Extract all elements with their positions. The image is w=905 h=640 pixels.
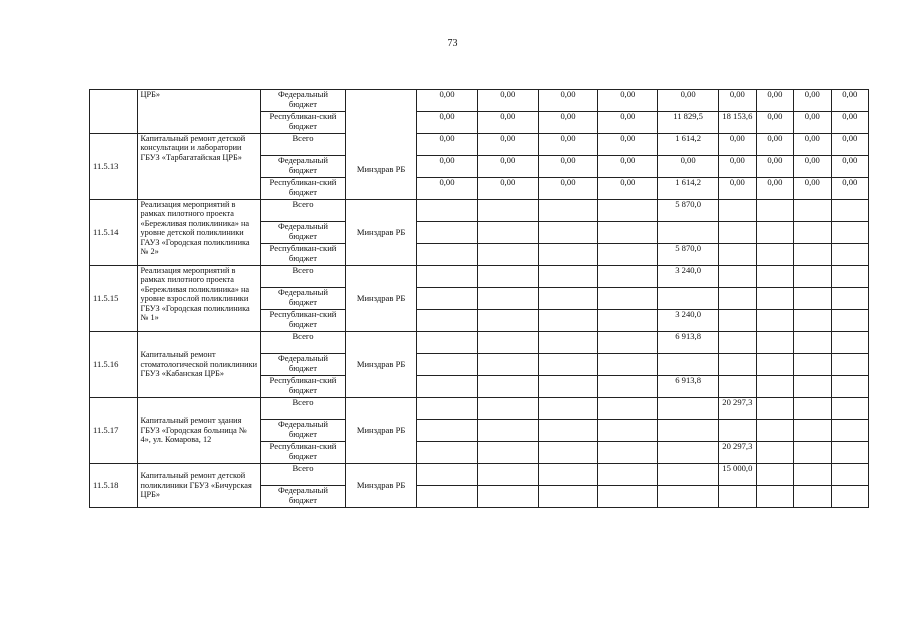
value-cell (794, 222, 831, 244)
value-cell (794, 244, 831, 266)
funding-source: Республикан-ский бюджет (260, 112, 345, 134)
funding-source: Республикан-ский бюджет (260, 442, 345, 464)
value-cell: 0,00 (417, 134, 478, 156)
value-cell (538, 200, 598, 222)
value-cell (756, 266, 793, 288)
value-cell (719, 266, 757, 288)
value-cell: 0,00 (598, 178, 658, 200)
value-cell: 0,00 (477, 178, 538, 200)
value-cell: 0,00 (417, 112, 478, 134)
value-cell (831, 200, 868, 222)
value-cell (598, 266, 658, 288)
value-cell (417, 486, 478, 508)
value-cell (719, 486, 757, 508)
page-number: 73 (447, 38, 458, 49)
value-cell (477, 200, 538, 222)
value-cell (477, 288, 538, 310)
value-cell: 6 913,8 (658, 332, 719, 354)
value-cell: 0,00 (417, 156, 478, 178)
value-cell (794, 398, 831, 420)
value-cell (756, 376, 793, 398)
value-cell (719, 244, 757, 266)
value-cell (756, 244, 793, 266)
value-cell: 0,00 (756, 134, 793, 156)
value-cell (756, 486, 793, 508)
value-cell: 0,00 (719, 178, 757, 200)
value-cell: 0,00 (538, 90, 598, 112)
value-cell: 0,00 (794, 156, 831, 178)
funding-source: Федеральный бюджет (260, 420, 345, 442)
value-cell: 0,00 (538, 156, 598, 178)
value-cell: 0,00 (794, 134, 831, 156)
value-cell: 0,00 (477, 112, 538, 134)
value-cell: 11 829,5 (658, 112, 719, 134)
value-cell (417, 288, 478, 310)
value-cell (538, 420, 598, 442)
value-cell (538, 464, 598, 486)
item-code: 11.5.13 (90, 134, 138, 200)
value-cell (417, 332, 478, 354)
item-code: 11.5.18 (90, 464, 138, 508)
value-cell (417, 398, 478, 420)
executor: Минздрав РБ (346, 464, 417, 508)
value-cell (598, 354, 658, 376)
value-cell (598, 376, 658, 398)
funding-source: Всего (260, 266, 345, 288)
item-name: Капитальный ремонт стоматологической поликлиники ГБУЗ «Кабанская ЦРБ» (137, 332, 260, 398)
executor: Минздрав РБ (346, 398, 417, 464)
table-row (90, 134, 905, 156)
value-cell (831, 420, 868, 442)
value-cell (719, 310, 757, 332)
value-cell (831, 332, 868, 354)
value-cell: 0,00 (756, 90, 793, 112)
funding-source: Федеральный бюджет (260, 288, 345, 310)
value-cell: 0,00 (538, 178, 598, 200)
value-cell: 0,00 (658, 156, 719, 178)
value-cell (417, 464, 478, 486)
value-cell (477, 332, 538, 354)
value-cell (477, 442, 538, 464)
funding-source: Всего (260, 332, 345, 354)
value-cell (598, 398, 658, 420)
table-row (90, 266, 905, 288)
value-cell (719, 332, 757, 354)
value-cell: 0,00 (598, 156, 658, 178)
item-code (90, 90, 138, 134)
value-cell: 0,00 (831, 156, 868, 178)
item-name: Реализация мероприятий в рамках пилотного проекта «Бережливая поликлиника» на уровне детской поликлиники ГАУЗ «Городская поликлиника № 2» (137, 200, 260, 266)
value-cell (719, 354, 757, 376)
value-cell: 0,00 (598, 112, 658, 134)
value-cell (756, 288, 793, 310)
value-cell: 3 240,0 (658, 266, 719, 288)
value-cell: 15 000,0 (719, 464, 757, 486)
value-cell (658, 442, 719, 464)
value-cell (598, 332, 658, 354)
value-cell: 5 870,0 (658, 244, 719, 266)
funding-source: Республикан-ский бюджет (260, 376, 345, 398)
value-cell: 6 913,8 (658, 376, 719, 398)
value-cell (538, 244, 598, 266)
value-cell: 1 614,2 (658, 178, 719, 200)
value-cell (794, 442, 831, 464)
value-cell (538, 332, 598, 354)
value-cell (658, 288, 719, 310)
value-cell (598, 464, 658, 486)
value-cell: 0,00 (477, 156, 538, 178)
value-cell: 0,00 (794, 112, 831, 134)
value-cell (756, 354, 793, 376)
value-cell (756, 310, 793, 332)
value-cell (831, 398, 868, 420)
funding-source: Всего (260, 398, 345, 420)
value-cell (794, 354, 831, 376)
value-cell (794, 486, 831, 508)
value-cell: 1 614,2 (658, 134, 719, 156)
value-cell: 3 240,0 (658, 310, 719, 332)
funding-source: Федеральный бюджет (260, 156, 345, 178)
value-cell: 0,00 (831, 178, 868, 200)
value-cell (756, 442, 793, 464)
value-cell (794, 420, 831, 442)
funding-source: Федеральный бюджет (260, 486, 345, 508)
value-cell: 5 870,0 (658, 200, 719, 222)
value-cell (538, 266, 598, 288)
value-cell: 20 297,3 (719, 442, 757, 464)
value-cell (756, 420, 793, 442)
value-cell: 0,00 (794, 178, 831, 200)
value-cell (719, 222, 757, 244)
value-cell: 0,00 (719, 90, 757, 112)
value-cell (598, 486, 658, 508)
value-cell (477, 464, 538, 486)
value-cell (538, 486, 598, 508)
value-cell (477, 310, 538, 332)
value-cell (477, 376, 538, 398)
value-cell (417, 420, 478, 442)
value-cell (477, 266, 538, 288)
item-code: 11.5.15 (90, 266, 138, 332)
value-cell: 0,00 (538, 112, 598, 134)
value-cell (538, 442, 598, 464)
value-cell (417, 222, 478, 244)
value-cell: 0,00 (831, 134, 868, 156)
value-cell (658, 420, 719, 442)
value-cell (831, 266, 868, 288)
value-cell: 0,00 (756, 178, 793, 200)
funding-source: Всего (260, 200, 345, 222)
value-cell (598, 244, 658, 266)
item-code: 11.5.17 (90, 398, 138, 464)
funding-source: Республикан-ский бюджет (260, 310, 345, 332)
funding-source: Всего (260, 464, 345, 486)
value-cell (417, 442, 478, 464)
item-name: Капитальный ремонт детской консультации и лаборатории ГБУЗ «Тарбагатайская ЦРБ» (137, 134, 260, 200)
value-cell (598, 200, 658, 222)
value-cell (477, 420, 538, 442)
value-cell (831, 464, 868, 486)
value-cell (658, 354, 719, 376)
funding-source: Всего (260, 134, 345, 156)
value-cell: 0,00 (598, 90, 658, 112)
value-cell: 0,00 (417, 90, 478, 112)
value-cell (719, 200, 757, 222)
value-cell (417, 266, 478, 288)
value-cell (598, 288, 658, 310)
table-row (90, 464, 905, 486)
value-cell: 18 153,6 (719, 112, 757, 134)
funding-source: Республикан-ский бюджет (260, 244, 345, 266)
value-cell (598, 222, 658, 244)
value-cell: 0,00 (477, 134, 538, 156)
value-cell (756, 332, 793, 354)
value-cell (417, 310, 478, 332)
item-name: Капитальный ремонт детской поликлиники ГБУЗ «Бичурская ЦРБ» (137, 464, 260, 508)
value-cell (756, 200, 793, 222)
value-cell (794, 310, 831, 332)
value-cell (538, 398, 598, 420)
value-cell (538, 354, 598, 376)
value-cell (417, 354, 478, 376)
value-cell (794, 288, 831, 310)
value-cell: 0,00 (794, 90, 831, 112)
value-cell (417, 200, 478, 222)
value-cell (794, 464, 831, 486)
value-cell: 0,00 (719, 134, 757, 156)
value-cell (831, 288, 868, 310)
value-cell (538, 288, 598, 310)
value-cell (658, 222, 719, 244)
item-name: Капитальный ремонт здания ГБУЗ «Городская больница № 4», ул. Комарова, 12 (137, 398, 260, 464)
value-cell (477, 354, 538, 376)
funding-source: Республикан-ский бюджет (260, 178, 345, 200)
value-cell (794, 332, 831, 354)
value-cell (417, 376, 478, 398)
executor: Минздрав РБ (346, 266, 417, 332)
value-cell (794, 376, 831, 398)
value-cell (831, 376, 868, 398)
value-cell (831, 244, 868, 266)
value-cell: 0,00 (477, 90, 538, 112)
value-cell (658, 464, 719, 486)
value-cell (477, 244, 538, 266)
value-cell (598, 420, 658, 442)
item-name: ЦРБ» (137, 90, 260, 134)
table-row (90, 332, 905, 354)
value-cell (756, 464, 793, 486)
value-cell (831, 486, 868, 508)
value-cell (719, 288, 757, 310)
table-row (90, 90, 905, 112)
value-cell: 0,00 (831, 90, 868, 112)
value-cell (477, 398, 538, 420)
table-row (90, 200, 905, 222)
value-cell (417, 244, 478, 266)
value-cell: 0,00 (756, 156, 793, 178)
value-cell: 0,00 (598, 134, 658, 156)
funding-source: Федеральный бюджет (260, 354, 345, 376)
value-cell (831, 222, 868, 244)
value-cell (598, 442, 658, 464)
value-cell (658, 398, 719, 420)
executor: Минздрав РБ (346, 90, 417, 200)
value-cell (658, 486, 719, 508)
table-row (90, 398, 905, 420)
value-cell: 0,00 (538, 134, 598, 156)
value-cell (831, 442, 868, 464)
value-cell (477, 222, 538, 244)
value-cell (756, 398, 793, 420)
value-cell: 0,00 (756, 112, 793, 134)
item-name: Реализация мероприятий в рамках пилотного проекта «Бережливая поликлиника» на уровне взрослой поликлиники ГБУЗ «Городская поликлиника № 1» (137, 266, 260, 332)
value-cell (831, 310, 868, 332)
value-cell (477, 486, 538, 508)
value-cell: 20 297,3 (719, 398, 757, 420)
value-cell (831, 354, 868, 376)
budget-table-body (90, 90, 905, 508)
value-cell: 0,00 (417, 178, 478, 200)
value-cell (794, 266, 831, 288)
value-cell (719, 420, 757, 442)
value-cell (538, 376, 598, 398)
executor: Минздрав РБ (346, 200, 417, 266)
value-cell: 0,00 (658, 90, 719, 112)
budget-table (89, 89, 905, 508)
funding-source: Федеральный бюджет (260, 90, 345, 112)
value-cell (538, 222, 598, 244)
item-code: 11.5.16 (90, 332, 138, 398)
executor: Минздрав РБ (346, 332, 417, 398)
value-cell (598, 310, 658, 332)
item-code: 11.5.14 (90, 200, 138, 266)
value-cell: 0,00 (831, 112, 868, 134)
value-cell (794, 200, 831, 222)
funding-source: Федеральный бюджет (260, 222, 345, 244)
value-cell (756, 222, 793, 244)
value-cell: 0,00 (719, 156, 757, 178)
value-cell (538, 310, 598, 332)
value-cell (719, 376, 757, 398)
